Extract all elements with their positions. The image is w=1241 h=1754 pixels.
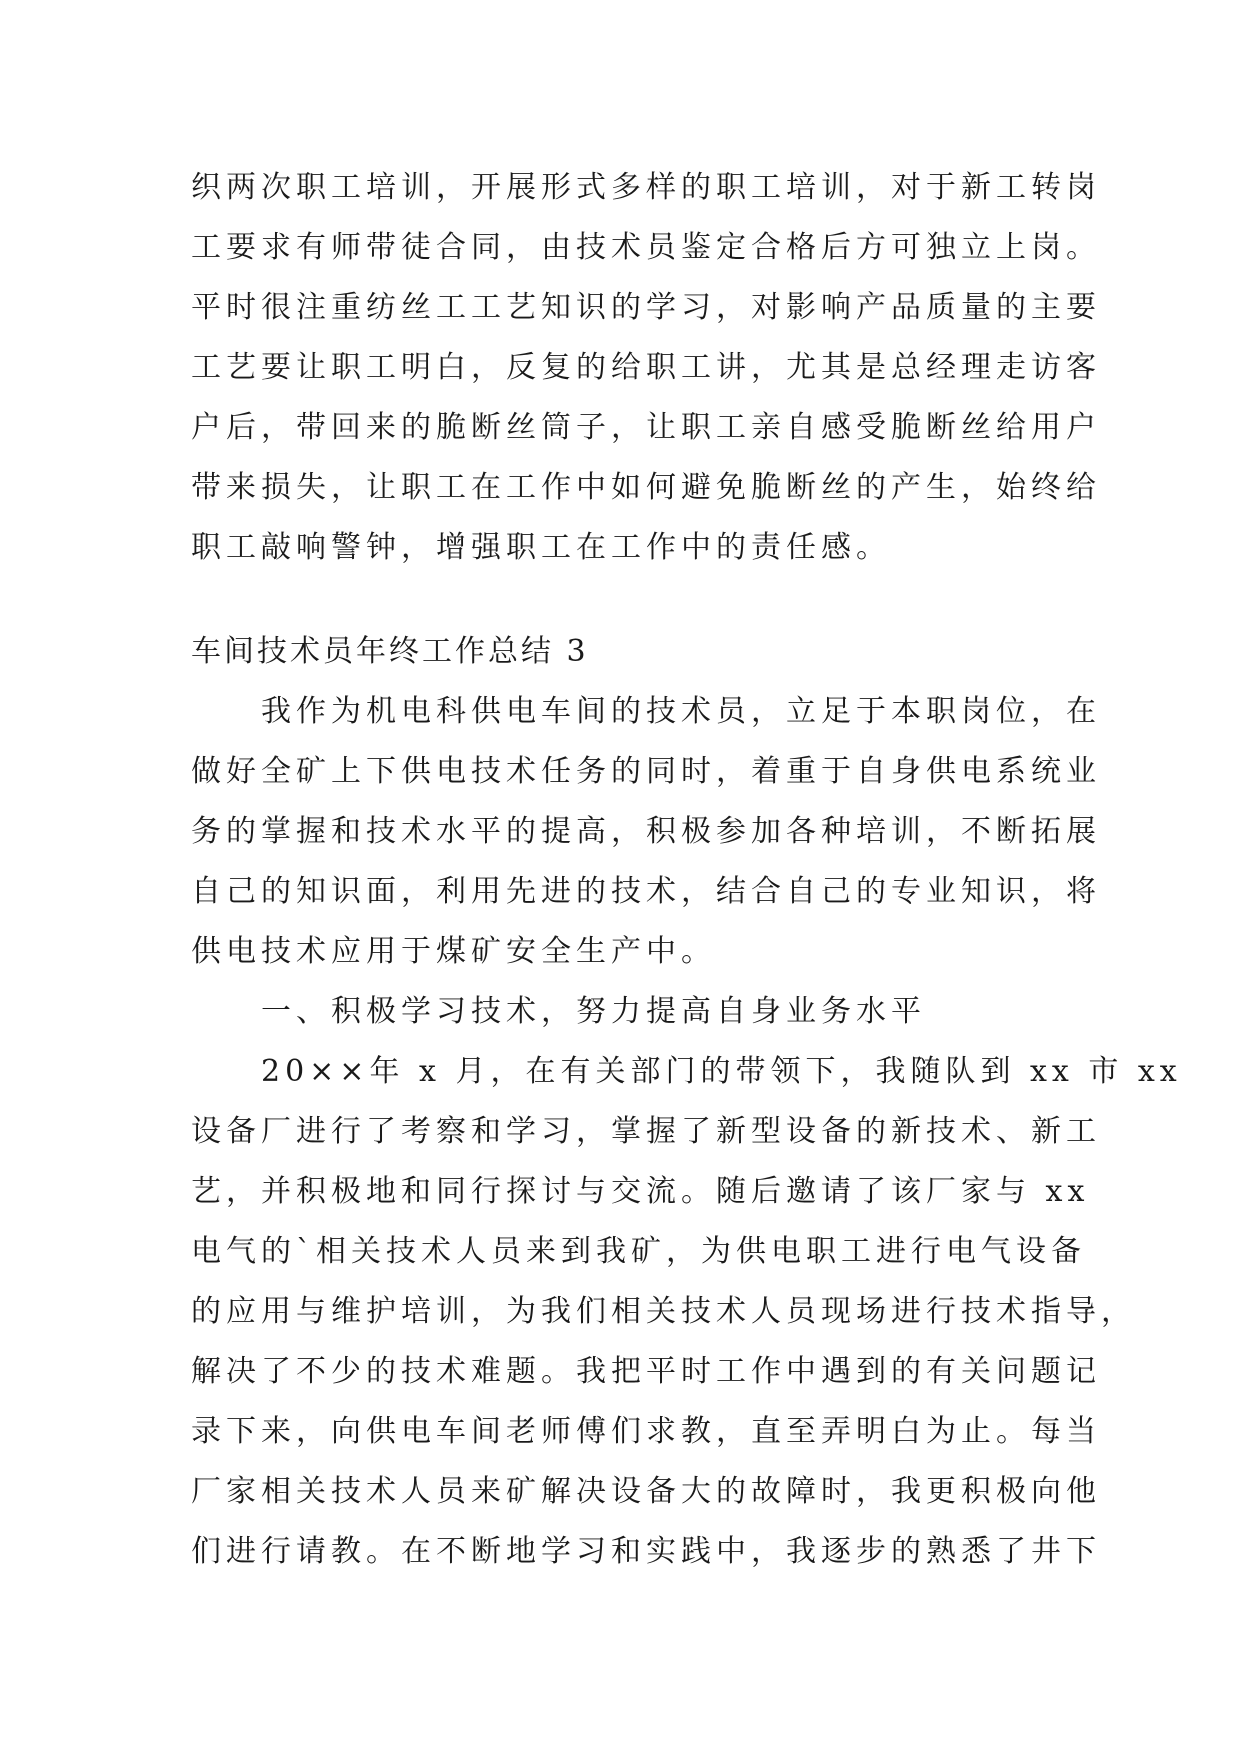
text-line: 织两次职工培训，开展形式多样的职工培训，对于新工转岗: [191, 170, 1101, 205]
text-line: 录下来，向供电车间老师傅们求教，直至弄明白为止。每当: [191, 1414, 1101, 1449]
text-line: 工艺要让职工明白，反复的给职工讲，尤其是总经理走访客: [191, 350, 1101, 385]
text-line: 务的掌握和技术水平的提高，积极参加各种培训，不断拓展: [191, 814, 1101, 849]
text-line: 户后，带回来的脆断丝筒子，让职工亲自感受脆断丝给用户: [191, 410, 1101, 445]
section-3: [191, 622, 1182, 1582]
text-line: 艺，并积极地和同行探讨与交流。随后邀请了该厂家与 xx: [191, 1174, 1090, 1209]
text-line: 设备厂进行了考察和学习，掌握了新型设备的新技术、新工: [191, 1114, 1101, 1149]
text-line: 们进行请教。在不断地学习和实践中，我逐步的熟悉了井下: [191, 1534, 1101, 1569]
text-line: 解决了不少的技术难题。我把平时工作中遇到的有关问题记: [191, 1354, 1101, 1389]
text-line: 平时很注重纺丝工工艺知识的学习，对影响产品质量的主要: [191, 290, 1101, 325]
text-line: 工要求有师带徒合同，由技术员鉴定合格后方可独立上岗。: [191, 230, 1101, 265]
text-line: 厂家相关技术人员来矿解决设备大的故障时，我更积极向他: [191, 1474, 1101, 1509]
section-title: 车间技术员年终工作总结 3: [191, 634, 589, 669]
subheading: 一、积极学习技术，努力提高自身业务水平: [191, 994, 926, 1029]
text-line: 自己的知识面，利用先进的技术，结合自己的专业知识，将: [191, 874, 1101, 909]
text-line: 的应用与维护培训，为我们相关技术人员现场进行技术指导，: [191, 1294, 1136, 1329]
continued-paragraph: [191, 158, 1101, 578]
text-line: 20××年 x 月，在有关部门的带领下，我随队到 xx 市 xx: [191, 1054, 1182, 1089]
text-line: 我作为机电科供电车间的技术员，立足于本职岗位，在: [191, 694, 1101, 729]
text-line: 做好全矿上下供电技术任务的同时，着重于自身供电系统业: [191, 754, 1101, 789]
text-line: 电气的`相关技术人员来到我矿，为供电职工进行电气设备: [191, 1234, 1086, 1269]
text-line: 带来损失，让职工在工作中如何避免脆断丝的产生，始终给: [191, 470, 1101, 505]
text-line: 供电技术应用于煤矿安全生产中。: [191, 934, 716, 969]
text-line: 职工敲响警钟，增强职工在工作中的责任感。: [191, 530, 891, 565]
